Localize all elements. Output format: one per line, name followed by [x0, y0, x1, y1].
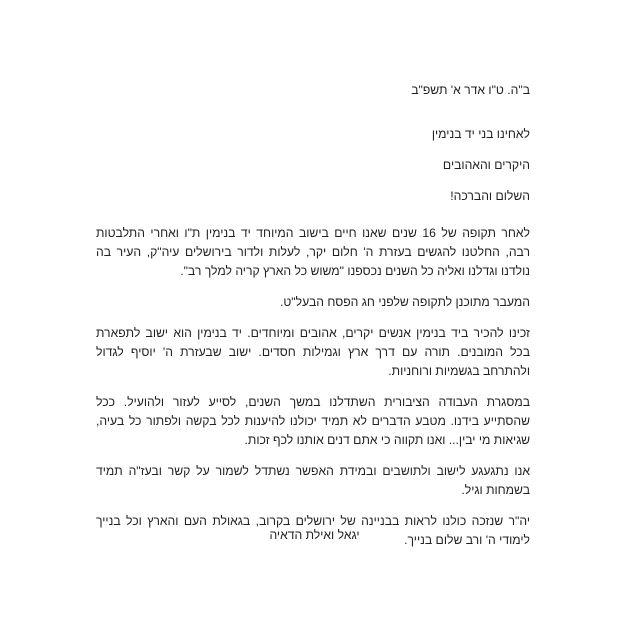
- letter-date: ב"ה. ט"ו אדר א' תשפ"ב: [411, 83, 530, 97]
- paragraph-move-timing: המעבר מתוכנן לתקופה שלפני חג הפסח הבעל"ט.: [279, 295, 530, 309]
- greeting-line-recipients: לאחינו בני יד בנימין: [431, 127, 530, 141]
- greeting-line-peace: השלום והברכה!: [450, 189, 530, 203]
- paragraph-decision: לאחר תקופה של 16 שנים שאנו חיים בישוב המיוחד יד בנימין ת"ו ואחרי התלבטות רבה, החלטנו להגשים בעזרת ה' חלום יקר, לעלות ולדור בירושלים עיה"ק, העיר בה נולדנו וגדלנו ואליה כל השנים נכספנו "משוש כל הארץ קריה למלך רב".: [96, 226, 531, 278]
- greeting-line-dear: היקרים והאהובים: [442, 158, 530, 172]
- letter-body: [96, 224, 530, 562]
- paragraph-community: זכינו להכיר ביד בנימין אנשים יקרים, אהובים ומיוחדים. יד בנימין הוא ישוב לתפארת בכל המובנים. תורה עם דרך ארץ וגמילות חסדים. ישוב שבעזרת ה' יוסיף לגדול ולהתרחב בגשמיות ורוחניות.: [96, 326, 530, 378]
- paragraph-keep-in-touch: אנו נתגעגע לישוב ולתושבים ובמידת האפשר נשתדל לשמור על קשר ובעז"ה תמיד בשמחות וגיל.: [96, 464, 530, 497]
- paragraph-public-work: במסגרת העבודה הציבורית השתדלנו במשך השנים, לסייע לעזור ולהועיל. ככל שהסתייע בידנו. מטבע הדברים לא תמיד יכולנו להיענות לכל בקשה ולפתור כל בעיה, שגיאות מי יבין... ואנו תקווה כי אתם דנים אותנו לכף זכות.: [96, 395, 530, 447]
- letter-signature: יגאל ואילת הדאיה: [269, 528, 360, 542]
- letter-greeting: [432, 125, 530, 218]
- paragraph-blessing: יה"ר שנזכה כולנו לראות בבניינה של ירושלים בקרוב, בגאולת העם והארץ וכל בנייך לימודי ה' ורב שלום בנייך.: [96, 514, 530, 547]
